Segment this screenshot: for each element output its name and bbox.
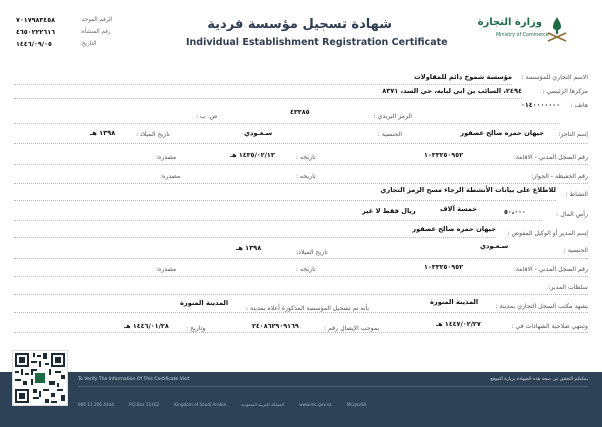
merchant-id-value: ١٠٣٣٢٥٠٩٥٢ <box>424 151 464 159</box>
registry-office-value: المدينة المنورة <box>430 298 479 306</box>
merchant-nationality-value: سـعـودي <box>244 129 273 137</box>
trade-name-value: مؤسسة شموخ دائم للمقاولات <box>414 73 512 81</box>
manager-id-label: رقم السجل المدني - الاقامة: <box>513 266 588 273</box>
receipt-value: ٢٤٠٨٦٢٩٠٩١٦٩ <box>252 322 299 330</box>
phone-label: هاتف : <box>570 102 588 109</box>
saudi-emblem-icon <box>544 15 570 43</box>
po-box-label: ص. ب : <box>196 113 218 120</box>
manager-nationality-value: سـعـودي <box>480 242 509 250</box>
receipt-date-label: وتاريخ : <box>186 325 206 332</box>
website-link[interactable]: www.mc.gov.sa <box>299 402 332 407</box>
hq-value: ٢٤٩٤، السائب بن ابي لبابه، حي السد، ٨٣٧١ <box>382 87 522 95</box>
capital-amount: ٥٠،٠٠٠ <box>504 208 526 216</box>
expiry-value: ١٤٤٧/٠٢/٢٧ هـ <box>436 320 481 328</box>
unified-number-label: الرقم الموحد: <box>80 17 113 23</box>
registered-city-value: المدينة المنورة <box>180 299 229 307</box>
manager-nationality-label: الجنسية : <box>563 247 588 254</box>
country-en: Kingdom of Saudi Arabia <box>174 402 227 407</box>
footer-contact-bar <box>78 391 367 410</box>
verify-text-en: To Verify The Information Of This Certificate Visit <box>78 377 190 382</box>
establishment-number-label: رقم المنشأة: <box>80 29 111 35</box>
title-english: Individual Establishment Registration Certificate <box>186 37 448 48</box>
merchant-id-date-value: ١٤٣٥/٠٢/١٣ هـ <box>230 151 275 159</box>
merchant-label: إسم التاجر: <box>558 131 588 138</box>
receipt-label: بموجب الإيصال رقم : <box>324 325 380 332</box>
merchant-value: جيهان حمزه صالح عصفور <box>460 129 544 137</box>
social-handle[interactable]: MCgovSA <box>346 402 367 407</box>
expiry-label: وتنتهي صلاحية الشهادات في : <box>511 323 588 330</box>
hq-label: مركزها الرئيسي : <box>542 88 588 95</box>
manager-birth-value: ١٣٩٨ هـ <box>236 244 262 252</box>
merchant-id-date-label: تاريخه : <box>296 154 316 161</box>
trade-name-label: الاسم التجاري للمؤسسة : <box>521 74 588 81</box>
issue-date-label: التاريخ: <box>80 41 97 47</box>
activity-label: النشاط : <box>565 191 588 198</box>
merchant-birth-label: تاريخ الميلاد : <box>136 131 170 138</box>
capital-suffix: ريال فقط لا غير <box>362 207 416 215</box>
qr-code-icon[interactable] <box>12 350 68 406</box>
title-arabic: شهادة تسجيل مؤسسة فردية <box>207 17 392 32</box>
receipt-date-value: ١٤٤٦/٠١/٢٨ هـ <box>124 322 169 330</box>
postal-label: الرمز البريدي : <box>373 113 412 120</box>
unified-number-value: ٧٠١٧٩٨٣٤٥٨ <box>16 16 56 24</box>
merchant-birth-value: ١٣٩٨ هـ <box>90 129 116 137</box>
manager-value: جيهان حمزه صالح عصفور <box>412 225 496 233</box>
pobox-contact: P.O.Box 11162 <box>129 402 160 407</box>
ministry-name-arabic: وزارة التجارة <box>477 17 542 28</box>
capital-words: خمسة آلاف <box>440 205 478 213</box>
passport-label: رقم الحفيظة - الجواز: <box>531 173 588 180</box>
passport-source-label: مصدره: <box>160 173 181 180</box>
establishment-number-value: ٤٦٥٠٢٢٢٦١٦ <box>16 28 56 36</box>
merchant-nationality-label: الجنسية : <box>377 131 402 138</box>
activity-value: للاطلاع على بيانات الأنشطة الرجاء مسح الرمز التجاري <box>380 186 556 194</box>
registered-city-label: بأنه تم تسجيل المؤسسة المذكورة أعلاه بمدينة : <box>246 305 370 312</box>
issue-date-value: ١٤٤٦/٠٩/٠٥ <box>16 40 52 48</box>
passport-date-label: تاريخه : <box>296 173 316 180</box>
manager-id-source-label: مصدره: <box>156 266 177 273</box>
manager-authority-label: سلطات المدير: <box>548 284 588 291</box>
manager-id-value: ١٠٣٣٢٥٠٩٥٢ <box>424 263 464 271</box>
phone-contact[interactable]: 966 11 206 4444 <box>78 402 114 407</box>
phone-value: ٠١٤٠٠٠٠٠٠٠ <box>520 101 560 109</box>
manager-id-date-label: تاريخه : <box>296 266 316 273</box>
manager-label: إسم المدير أو الوكيل المفوض : <box>507 230 588 237</box>
merchant-id-label: رقم السجل المدني - الاقامة: <box>513 154 588 161</box>
manager-birth-label: تاريخ الميلاد: <box>296 249 328 256</box>
ministry-name-english: Ministry of Commerce <box>496 33 549 38</box>
verify-text-ar: يمكنكم التحقق من صحة هذه الشهادة بزيارة الموقع <box>490 377 588 382</box>
postal-value: ٤٣٣٨٥ <box>290 108 310 116</box>
merchant-id-source-label: مصدره: <box>156 154 177 161</box>
registry-office-label: يشهد مكتب السجل التجاري بمدينة : <box>495 303 588 310</box>
country-ar: المملكة العربية السعودية <box>241 402 285 407</box>
capital-label: رأس المال : <box>556 211 588 218</box>
